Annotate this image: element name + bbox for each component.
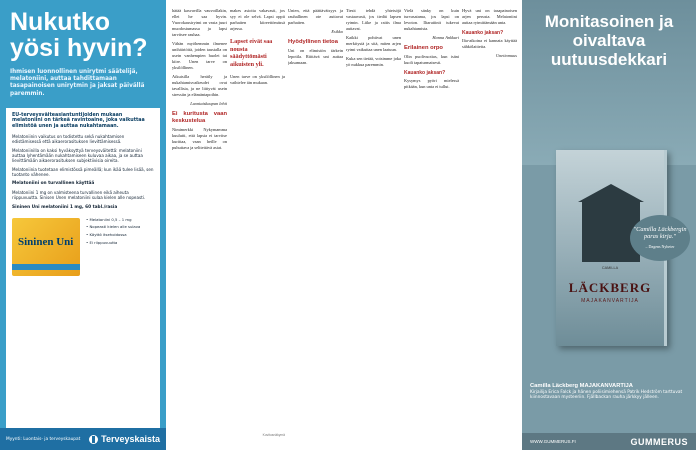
paragraph: Unen tarve on yksilöllinen ja vaihtelee iän mukaan. <box>230 74 285 86</box>
product-package-image <box>12 218 80 276</box>
book-ad <box>522 0 696 450</box>
book-description <box>530 383 690 401</box>
headline-line-1: Nukutko <box>10 8 110 36</box>
column-5 <box>404 8 459 438</box>
signature: Esikko <box>331 29 343 34</box>
box-paragraph: Melatoniini 1 mg on valmisteena turvallinen eikä aiheuta riippuvuutta. Sinisen Unen melatoniini sulaa kielen alle nopeasti. <box>12 190 146 201</box>
publisher-url[interactable]: WWW.GUMMERUS.FI <box>530 439 576 444</box>
paragraph: makes asioita vakavasti, jos syy ei ole selvä. Lapsi oppii parhaiten kiireettömässä arjessa. <box>230 8 285 31</box>
paragraph: Unien, että päättäväisyys ja rauhallinen ote auttavat parhaiten. <box>288 8 343 25</box>
product-brand: Sininen Uni <box>18 235 74 248</box>
paragraph: Hyvä uni on tasapainoisen arjen perusta. Melatoniini auttaa rytmittämään unta. <box>462 8 517 25</box>
signature: Hanna Ankkuri <box>432 35 459 40</box>
logo-text: Terveyskaista <box>101 434 160 444</box>
package-stripe <box>12 264 80 270</box>
book-cover-firstname: CAMILLA <box>601 266 619 270</box>
ad-footer <box>0 428 166 450</box>
paragraph: Kuka sen tietää, voisimme joka yö nukkua paremmin. <box>346 56 401 67</box>
book-cover-title: MAJAKANVARTIJA <box>581 298 639 304</box>
bullet-item: • Käyttö itsehoidossa <box>86 232 127 238</box>
column-4 <box>346 8 401 438</box>
melatonin-ad <box>0 0 166 450</box>
product-bullets <box>86 218 154 276</box>
paragraph: Kysymys pyöri mielessä pitkään, kun unta ei tullut. <box>404 78 459 89</box>
description-title: Camilla Läckberg MAJAKANVARTIJA <box>530 383 633 389</box>
publisher-logo: GUMMERUS <box>630 436 688 447</box>
subheading: Kauanko jaksan? <box>404 70 446 76</box>
product-section <box>12 218 154 276</box>
paragraph: Aikuisilla heräily ja nukahtamisvaikeudet ovat tavallisia, ja ne liittyvät usein stressiin ja elämäntapoihin. <box>172 74 227 97</box>
pull-quote: Lapset eivät saa nousta säädyttömästi aikuisten yli. <box>230 38 273 68</box>
book-ad-title: Monitasoinen ja oivaltava uutuusdekkari <box>544 12 674 69</box>
box-intro: EU-terveysväiteasiantuntijoiden mukaan melatoniini on tärkeä ravintoaine, joka vaikuttaa elimistöä unen ja auttaa nukahtamaan. <box>12 112 145 129</box>
column-1 <box>172 8 227 438</box>
review-quote-badge <box>630 215 690 261</box>
box-paragraph: Melatoniinilla on kaksi hyväksyttyä terveysväitettä: melatoniini auttaa lyhentämään nukahtamiseen kuluvaa aikaa, ja se auttaa lievittämään aikaerorasituksen subjektiivisia oireita. <box>12 147 143 163</box>
description-text: Kirjailija Erica Falck ja hänen poliisimiehensä Patrik Hedström tarttuvat kiinnostavaan mysteeriin. Fjällbackan rauha järkkyy jälleen. <box>530 390 683 401</box>
ad-info-box <box>6 108 160 448</box>
ad-headline <box>10 9 166 61</box>
box-paragraph: Melatoniinia tuotetaan elimistössä pimeällä; kun ikää tulee lisää, sen tuotanto vähenee. <box>12 167 154 178</box>
brand-logo <box>89 434 160 444</box>
quote-source: – Dagens Nyheter <box>645 243 675 249</box>
column-6 <box>462 8 517 438</box>
book-cover-author: LÄCKBERG <box>568 280 652 295</box>
paragraph: Olin puolivuotias, kun isäni kuoli tapaturmaisesti. <box>404 54 459 65</box>
paragraph: Vielä sänky on kuin turvasatama, jos lapsi on levoton. Iltarutiinit tukevat nukahtamista. <box>404 8 459 31</box>
logo-icon <box>89 435 98 444</box>
paragraph: Ilta-aikoina ei kannata käyttää sähkölaitteita. <box>462 38 517 49</box>
section-heading: Ei kuritusta vaan keskustelua <box>172 111 227 124</box>
letters-columns <box>172 8 517 444</box>
column-3 <box>288 8 343 438</box>
section-heading: Hyödyllinen tietoa <box>288 39 338 45</box>
headline-line-2: yösi hyvin? <box>10 34 148 62</box>
paragraph: Tiesit tehdä yhteisöjä vastaavasti, jos tiedät lapsen rytmin. Liike ja raitis ilma auttavat. <box>346 8 401 31</box>
bullet-item: • Melatoniini 0,5 – 1 mg <box>86 216 132 222</box>
box-subheading: Melatoniini on turvallinen käyttää <box>12 181 95 187</box>
bullet-item: • Ei riippuvuutta <box>86 240 118 246</box>
signature: Unettomuus <box>496 53 517 58</box>
signature: Luontaiskaupan lehti <box>190 101 227 106</box>
bullet-item: • Nopeasti kielen alle sulava <box>86 224 141 230</box>
section-heading: Erilainen orpo <box>404 45 443 51</box>
column-2 <box>230 8 285 438</box>
caption: Kuvitusnäkymä <box>262 433 285 437</box>
paragraph: Vähän myöhemmin ilmenee unihäiriöitä, joiden taustalla on usein vanhempien huolet tai kiire. Unen tarve on yksilöllinen. <box>172 41 227 70</box>
publisher-bar <box>522 433 696 450</box>
footer-text: Myynti: Luontais- ja terveyskaupat <box>6 436 81 442</box>
paragraph: Kaikki pohtivat unen merkitystä ja sitä, miten arjen rytmi vaikuttaa unen laatuun. <box>346 35 401 52</box>
paragraph: Nimimerkki Nykymamma kuulutti, että lapsia ei tarvitse kurittaa, vaan heille on puhuttava ja selitettävä asiat. <box>172 127 227 150</box>
quote-text: "Camilla Läckbergin paras kirja." <box>633 225 687 241</box>
paragraph: Uni on elimistön tärkein lepotila. Riittävä uni auttaa jaksamaan. <box>288 48 343 65</box>
box-subheading: Sininen Uni melatoniini 1 mg, 60 tabl./rasia <box>12 204 118 210</box>
box-paragraph: Melatoniinin vaikutus on todistettu sekä nukahtamisen edistämisessä että aikaerorasituksen lievittämisessä. <box>12 133 125 144</box>
paragraph: hätää kasvavilla vauvoillakin, ellei he saa hyvin. Vuorokausirytmi on vasta juuri muodostumassa ja lapsi tarvitsee rauhaa. <box>172 8 227 37</box>
subheading: Kauanko jaksan? <box>462 30 504 36</box>
ad-lead: Ihmisen luonnollinen unirytmi säätelijä, melatoniini, auttaa tahdittamaan tasapainoisen unirytmin ja jaksat päivällä paremmin. <box>10 69 145 97</box>
